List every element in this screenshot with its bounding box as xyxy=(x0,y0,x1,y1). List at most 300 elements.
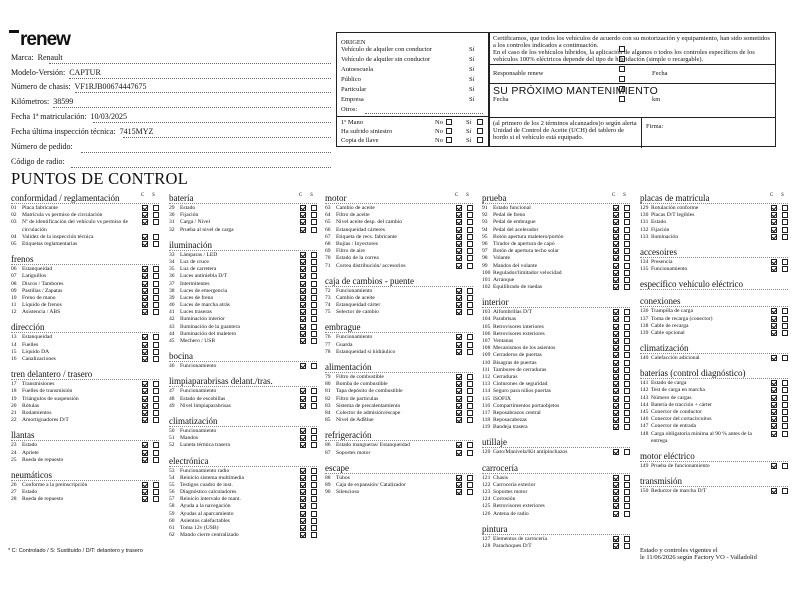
sustituido-checkbox[interactable] xyxy=(782,402,788,408)
sustituido-checkbox[interactable] xyxy=(311,518,317,524)
sustituido-checkbox[interactable] xyxy=(311,511,317,517)
no-checkbox[interactable] xyxy=(446,137,452,143)
sustituido-checkbox[interactable] xyxy=(624,417,630,423)
controlado-checkbox[interactable] xyxy=(300,403,306,409)
controlado-checkbox[interactable] xyxy=(456,450,462,456)
sustituido-checkbox[interactable] xyxy=(624,410,630,416)
sustituido-checkbox[interactable] xyxy=(311,205,317,211)
controlado-checkbox[interactable] xyxy=(613,424,619,430)
sustituido-checkbox[interactable] xyxy=(467,403,473,409)
controlado-checkbox[interactable] xyxy=(300,324,306,330)
controlado-checkbox[interactable] xyxy=(613,482,619,488)
sustituido-checkbox[interactable] xyxy=(624,374,630,380)
sustituido-checkbox[interactable] xyxy=(311,324,317,330)
controlado-checkbox[interactable] xyxy=(613,331,619,337)
controlado-checkbox[interactable] xyxy=(142,273,148,279)
controlado-checkbox[interactable] xyxy=(613,536,619,542)
controlado-checkbox[interactable] xyxy=(613,316,619,322)
controlado-checkbox[interactable] xyxy=(771,205,777,211)
controlado-checkbox[interactable] xyxy=(613,277,619,283)
controlado-checkbox[interactable] xyxy=(613,381,619,387)
controlado-checkbox[interactable] xyxy=(300,396,306,402)
controlado-checkbox[interactable] xyxy=(300,518,306,524)
controlado-checkbox[interactable] xyxy=(771,431,777,437)
sustituido-checkbox[interactable] xyxy=(153,356,159,362)
controlado-checkbox[interactable] xyxy=(613,396,619,402)
controlado-checkbox[interactable] xyxy=(771,316,777,322)
sustituido-checkbox[interactable] xyxy=(782,259,788,265)
sustituido-checkbox[interactable] xyxy=(624,396,630,402)
sustituido-checkbox[interactable] xyxy=(467,219,473,225)
si-checkbox[interactable] xyxy=(477,137,483,143)
sustituido-checkbox[interactable] xyxy=(624,352,630,358)
sustituido-checkbox[interactable] xyxy=(467,248,473,254)
sustituido-checkbox[interactable] xyxy=(782,316,788,322)
controlado-checkbox[interactable] xyxy=(613,263,619,269)
controlado-checkbox[interactable] xyxy=(142,417,148,423)
sustituido-checkbox[interactable] xyxy=(467,410,473,416)
controlado-checkbox[interactable] xyxy=(456,248,462,254)
controlado-checkbox[interactable] xyxy=(142,381,148,387)
controlado-checkbox[interactable] xyxy=(456,234,462,240)
sustituido-checkbox[interactable] xyxy=(153,417,159,423)
controlado-checkbox[interactable] xyxy=(142,410,148,416)
controlado-checkbox[interactable] xyxy=(300,482,306,488)
controlado-checkbox[interactable] xyxy=(771,395,777,401)
controlado-checkbox[interactable] xyxy=(613,241,619,247)
controlado-checkbox[interactable] xyxy=(142,496,148,502)
controlado-checkbox[interactable] xyxy=(300,273,306,279)
controlado-checkbox[interactable] xyxy=(613,345,619,351)
controlado-checkbox[interactable] xyxy=(456,334,462,340)
sustituido-checkbox[interactable] xyxy=(311,212,317,218)
controlado-checkbox[interactable] xyxy=(142,266,148,272)
sustituido-checkbox[interactable] xyxy=(782,330,788,336)
sustituido-checkbox[interactable] xyxy=(153,281,159,287)
sustituido-checkbox[interactable] xyxy=(311,281,317,287)
no-checkbox[interactable] xyxy=(446,128,452,134)
controlado-checkbox[interactable] xyxy=(771,330,777,336)
controlado-checkbox[interactable] xyxy=(456,227,462,233)
controlado-checkbox[interactable] xyxy=(142,241,148,247)
controlado-checkbox[interactable] xyxy=(771,323,777,329)
controlado-checkbox[interactable] xyxy=(613,212,619,218)
sustituido-checkbox[interactable] xyxy=(153,219,159,225)
sustituido-checkbox[interactable] xyxy=(782,308,788,314)
sustituido-checkbox[interactable] xyxy=(311,489,317,495)
sustituido-checkbox[interactable] xyxy=(467,417,473,423)
sustituido-checkbox[interactable] xyxy=(624,263,630,269)
controlado-checkbox[interactable] xyxy=(456,396,462,402)
controlado-checkbox[interactable] xyxy=(300,338,306,344)
controlado-checkbox[interactable] xyxy=(613,284,619,290)
controlado-checkbox[interactable] xyxy=(771,409,777,415)
controlado-checkbox[interactable] xyxy=(771,387,777,393)
controlado-checkbox[interactable] xyxy=(456,388,462,394)
sustituido-checkbox[interactable] xyxy=(153,450,159,456)
controlado-checkbox[interactable] xyxy=(613,511,619,517)
sustituido-checkbox[interactable] xyxy=(467,212,473,218)
controlado-checkbox[interactable] xyxy=(300,288,306,294)
sustituido-checkbox[interactable] xyxy=(624,324,630,330)
sustituido-checkbox[interactable] xyxy=(624,482,630,488)
controlado-checkbox[interactable] xyxy=(142,212,148,218)
controlado-checkbox[interactable] xyxy=(613,309,619,315)
sustituido-checkbox[interactable] xyxy=(153,482,159,488)
sustituido-checkbox[interactable] xyxy=(624,338,630,344)
sustituido-checkbox[interactable] xyxy=(311,442,317,448)
controlado-checkbox[interactable] xyxy=(771,488,777,494)
controlado-checkbox[interactable] xyxy=(771,402,777,408)
controlado-checkbox[interactable] xyxy=(456,219,462,225)
controlado-checkbox[interactable] xyxy=(613,489,619,495)
sustituido-checkbox[interactable] xyxy=(782,227,788,233)
controlado-checkbox[interactable] xyxy=(613,496,619,502)
sustituido-checkbox[interactable] xyxy=(153,241,159,247)
sustituido-checkbox[interactable] xyxy=(153,205,159,211)
sustituido-checkbox[interactable] xyxy=(467,396,473,402)
sustituido-checkbox[interactable] xyxy=(624,316,630,322)
sustituido-checkbox[interactable] xyxy=(782,387,788,393)
sustituido-checkbox[interactable] xyxy=(467,241,473,247)
controlado-checkbox[interactable] xyxy=(771,463,777,469)
controlado-checkbox[interactable] xyxy=(613,234,619,240)
controlado-checkbox[interactable] xyxy=(456,295,462,301)
controlado-checkbox[interactable] xyxy=(300,363,306,369)
sustituido-checkbox[interactable] xyxy=(311,496,317,502)
sustituido-checkbox[interactable] xyxy=(624,543,630,549)
sustituido-checkbox[interactable] xyxy=(782,423,788,429)
si-checkbox[interactable] xyxy=(477,128,483,134)
controlado-checkbox[interactable] xyxy=(613,338,619,344)
controlado-checkbox[interactable] xyxy=(142,219,148,225)
sustituido-checkbox[interactable] xyxy=(311,302,317,308)
controlado-checkbox[interactable] xyxy=(456,417,462,423)
controlado-checkbox[interactable] xyxy=(771,227,777,233)
sustituido-checkbox[interactable] xyxy=(467,263,473,269)
sustituido-checkbox[interactable] xyxy=(153,457,159,463)
sustituido-checkbox[interactable] xyxy=(467,302,473,308)
controlado-checkbox[interactable] xyxy=(300,511,306,517)
controlado-checkbox[interactable] xyxy=(456,205,462,211)
controlado-checkbox[interactable] xyxy=(456,349,462,355)
controlado-checkbox[interactable] xyxy=(300,468,306,474)
controlado-checkbox[interactable] xyxy=(300,205,306,211)
controlado-checkbox[interactable] xyxy=(142,302,148,308)
controlado-checkbox[interactable] xyxy=(456,374,462,380)
sustituido-checkbox[interactable] xyxy=(467,227,473,233)
sustituido-checkbox[interactable] xyxy=(153,442,159,448)
controlado-checkbox[interactable] xyxy=(613,367,619,373)
controlado-checkbox[interactable] xyxy=(142,442,148,448)
controlado-checkbox[interactable] xyxy=(613,410,619,416)
controlado-checkbox[interactable] xyxy=(456,288,462,294)
sustituido-checkbox[interactable] xyxy=(782,323,788,329)
sustituido-checkbox[interactable] xyxy=(311,259,317,265)
controlado-checkbox[interactable] xyxy=(456,475,462,481)
sustituido-checkbox[interactable] xyxy=(782,463,788,469)
controlado-checkbox[interactable] xyxy=(613,449,619,455)
controlado-checkbox[interactable] xyxy=(300,227,306,233)
controlado-checkbox[interactable] xyxy=(613,417,619,423)
controlado-checkbox[interactable] xyxy=(771,308,777,314)
controlado-checkbox[interactable] xyxy=(456,309,462,315)
sustituido-checkbox[interactable] xyxy=(624,284,630,290)
controlado-checkbox[interactable] xyxy=(456,410,462,416)
sustituido-checkbox[interactable] xyxy=(624,511,630,517)
sustituido-checkbox[interactable] xyxy=(467,381,473,387)
sustituido-checkbox[interactable] xyxy=(311,288,317,294)
sustituido-checkbox[interactable] xyxy=(624,212,630,218)
controlado-checkbox[interactable] xyxy=(142,356,148,362)
sustituido-checkbox[interactable] xyxy=(311,316,317,322)
controlado-checkbox[interactable] xyxy=(300,475,306,481)
sustituido-checkbox[interactable] xyxy=(311,266,317,272)
sustituido-checkbox[interactable] xyxy=(467,374,473,380)
no-checkbox[interactable] xyxy=(446,119,452,125)
controlado-checkbox[interactable] xyxy=(300,442,306,448)
sustituido-checkbox[interactable] xyxy=(311,396,317,402)
controlado-checkbox[interactable] xyxy=(142,288,148,294)
sustituido-checkbox[interactable] xyxy=(782,266,788,272)
controlado-checkbox[interactable] xyxy=(300,532,306,538)
sustituido-checkbox[interactable] xyxy=(311,309,317,315)
controlado-checkbox[interactable] xyxy=(142,295,148,301)
controlado-checkbox[interactable] xyxy=(300,496,306,502)
sustituido-checkbox[interactable] xyxy=(467,442,473,448)
sustituido-checkbox[interactable] xyxy=(311,363,317,369)
sustituido-checkbox[interactable] xyxy=(153,212,159,218)
controlado-checkbox[interactable] xyxy=(613,227,619,233)
controlado-checkbox[interactable] xyxy=(142,482,148,488)
controlado-checkbox[interactable] xyxy=(613,374,619,380)
sustituido-checkbox[interactable] xyxy=(624,205,630,211)
sustituido-checkbox[interactable] xyxy=(782,205,788,211)
sustituido-checkbox[interactable] xyxy=(624,360,630,366)
sustituido-checkbox[interactable] xyxy=(782,212,788,218)
sustituido-checkbox[interactable] xyxy=(624,255,630,261)
controlado-checkbox[interactable] xyxy=(142,388,148,394)
sustituido-checkbox[interactable] xyxy=(311,482,317,488)
sustituido-checkbox[interactable] xyxy=(311,503,317,509)
sustituido-checkbox[interactable] xyxy=(624,277,630,283)
sustituido-checkbox[interactable] xyxy=(782,395,788,401)
sustituido-checkbox[interactable] xyxy=(153,403,159,409)
sustituido-checkbox[interactable] xyxy=(153,388,159,394)
sustituido-checkbox[interactable] xyxy=(311,227,317,233)
controlado-checkbox[interactable] xyxy=(456,489,462,495)
controlado-checkbox[interactable] xyxy=(142,334,148,340)
sustituido-checkbox[interactable] xyxy=(311,475,317,481)
sustituido-checkbox[interactable] xyxy=(311,252,317,258)
sustituido-checkbox[interactable] xyxy=(467,234,473,240)
sustituido-checkbox[interactable] xyxy=(624,345,630,351)
sustituido-checkbox[interactable] xyxy=(153,288,159,294)
controlado-checkbox[interactable] xyxy=(300,266,306,272)
controlado-checkbox[interactable] xyxy=(142,309,148,315)
sustituido-checkbox[interactable] xyxy=(311,403,317,409)
controlado-checkbox[interactable] xyxy=(456,442,462,448)
sustituido-checkbox[interactable] xyxy=(153,234,159,240)
sustituido-checkbox[interactable] xyxy=(153,273,159,279)
sustituido-checkbox[interactable] xyxy=(153,266,159,272)
controlado-checkbox[interactable] xyxy=(142,396,148,402)
sustituido-checkbox[interactable] xyxy=(467,388,473,394)
sustituido-checkbox[interactable] xyxy=(311,219,317,225)
sustituido-checkbox[interactable] xyxy=(624,496,630,502)
controlado-checkbox[interactable] xyxy=(300,302,306,308)
controlado-checkbox[interactable] xyxy=(613,352,619,358)
sustituido-checkbox[interactable] xyxy=(467,342,473,348)
sustituido-checkbox[interactable] xyxy=(782,355,788,361)
sustituido-checkbox[interactable] xyxy=(311,388,317,394)
controlado-checkbox[interactable] xyxy=(613,475,619,481)
controlado-checkbox[interactable] xyxy=(142,342,148,348)
sustituido-checkbox[interactable] xyxy=(624,309,630,315)
sustituido-checkbox[interactable] xyxy=(311,273,317,279)
controlado-checkbox[interactable] xyxy=(142,457,148,463)
sustituido-checkbox[interactable] xyxy=(311,468,317,474)
controlado-checkbox[interactable] xyxy=(456,241,462,247)
controlado-checkbox[interactable] xyxy=(613,255,619,261)
sustituido-checkbox[interactable] xyxy=(311,532,317,538)
sustituido-checkbox[interactable] xyxy=(782,234,788,240)
sustituido-checkbox[interactable] xyxy=(467,205,473,211)
sustituido-checkbox[interactable] xyxy=(153,302,159,308)
controlado-checkbox[interactable] xyxy=(300,259,306,265)
sustituido-checkbox[interactable] xyxy=(624,248,630,254)
controlado-checkbox[interactable] xyxy=(771,416,777,422)
controlado-checkbox[interactable] xyxy=(142,450,148,456)
controlado-checkbox[interactable] xyxy=(771,423,777,429)
controlado-checkbox[interactable] xyxy=(613,543,619,549)
sustituido-checkbox[interactable] xyxy=(782,380,788,386)
si-checkbox[interactable] xyxy=(477,119,483,125)
controlado-checkbox[interactable] xyxy=(771,219,777,225)
sustituido-checkbox[interactable] xyxy=(624,475,630,481)
sustituido-checkbox[interactable] xyxy=(467,475,473,481)
sustituido-checkbox[interactable] xyxy=(153,396,159,402)
sustituido-checkbox[interactable] xyxy=(153,496,159,502)
sustituido-checkbox[interactable] xyxy=(153,342,159,348)
controlado-checkbox[interactable] xyxy=(142,281,148,287)
sustituido-checkbox[interactable] xyxy=(624,227,630,233)
sustituido-checkbox[interactable] xyxy=(467,334,473,340)
sustituido-checkbox[interactable] xyxy=(782,409,788,415)
controlado-checkbox[interactable] xyxy=(771,266,777,272)
sustituido-checkbox[interactable] xyxy=(624,270,630,276)
sustituido-checkbox[interactable] xyxy=(467,295,473,301)
controlado-checkbox[interactable] xyxy=(613,219,619,225)
controlado-checkbox[interactable] xyxy=(456,482,462,488)
sustituido-checkbox[interactable] xyxy=(782,431,788,437)
sustituido-checkbox[interactable] xyxy=(153,381,159,387)
sustituido-checkbox[interactable] xyxy=(624,388,630,394)
controlado-checkbox[interactable] xyxy=(300,281,306,287)
sustituido-checkbox[interactable] xyxy=(467,309,473,315)
controlado-checkbox[interactable] xyxy=(300,428,306,434)
controlado-checkbox[interactable] xyxy=(771,355,777,361)
controlado-checkbox[interactable] xyxy=(456,381,462,387)
controlado-checkbox[interactable] xyxy=(771,380,777,386)
sustituido-checkbox[interactable] xyxy=(153,410,159,416)
sustituido-checkbox[interactable] xyxy=(467,255,473,261)
sustituido-checkbox[interactable] xyxy=(624,219,630,225)
controlado-checkbox[interactable] xyxy=(613,503,619,509)
controlado-checkbox[interactable] xyxy=(142,205,148,211)
sustituido-checkbox[interactable] xyxy=(467,349,473,355)
sustituido-checkbox[interactable] xyxy=(311,295,317,301)
controlado-checkbox[interactable] xyxy=(142,489,148,495)
sustituido-checkbox[interactable] xyxy=(624,381,630,387)
controlado-checkbox[interactable] xyxy=(771,259,777,265)
sustituido-checkbox[interactable] xyxy=(153,349,159,355)
sustituido-checkbox[interactable] xyxy=(782,416,788,422)
controlado-checkbox[interactable] xyxy=(300,219,306,225)
sustituido-checkbox[interactable] xyxy=(311,525,317,531)
controlado-checkbox[interactable] xyxy=(613,360,619,366)
sustituido-checkbox[interactable] xyxy=(467,489,473,495)
controlado-checkbox[interactable] xyxy=(613,388,619,394)
controlado-checkbox[interactable] xyxy=(300,309,306,315)
sustituido-checkbox[interactable] xyxy=(624,424,630,430)
controlado-checkbox[interactable] xyxy=(456,302,462,308)
controlado-checkbox[interactable] xyxy=(771,212,777,218)
controlado-checkbox[interactable] xyxy=(456,263,462,269)
sustituido-checkbox[interactable] xyxy=(624,241,630,247)
sustituido-checkbox[interactable] xyxy=(624,331,630,337)
controlado-checkbox[interactable] xyxy=(456,342,462,348)
controlado-checkbox[interactable] xyxy=(300,435,306,441)
sustituido-checkbox[interactable] xyxy=(467,482,473,488)
controlado-checkbox[interactable] xyxy=(300,295,306,301)
controlado-checkbox[interactable] xyxy=(613,324,619,330)
sustituido-checkbox[interactable] xyxy=(624,367,630,373)
controlado-checkbox[interactable] xyxy=(300,212,306,218)
controlado-checkbox[interactable] xyxy=(613,403,619,409)
controlado-checkbox[interactable] xyxy=(613,205,619,211)
sustituido-checkbox[interactable] xyxy=(153,295,159,301)
controlado-checkbox[interactable] xyxy=(613,270,619,276)
controlado-checkbox[interactable] xyxy=(142,403,148,409)
sustituido-checkbox[interactable] xyxy=(624,234,630,240)
sustituido-checkbox[interactable] xyxy=(153,334,159,340)
controlado-checkbox[interactable] xyxy=(142,234,148,240)
sustituido-checkbox[interactable] xyxy=(467,288,473,294)
sustituido-checkbox[interactable] xyxy=(624,403,630,409)
sustituido-checkbox[interactable] xyxy=(624,536,630,542)
controlado-checkbox[interactable] xyxy=(771,234,777,240)
controlado-checkbox[interactable] xyxy=(142,349,148,355)
controlado-checkbox[interactable] xyxy=(300,388,306,394)
sustituido-checkbox[interactable] xyxy=(153,309,159,315)
sustituido-checkbox[interactable] xyxy=(782,488,788,494)
controlado-checkbox[interactable] xyxy=(300,525,306,531)
controlado-checkbox[interactable] xyxy=(456,212,462,218)
sustituido-checkbox[interactable] xyxy=(311,338,317,344)
controlado-checkbox[interactable] xyxy=(300,252,306,258)
sustituido-checkbox[interactable] xyxy=(624,489,630,495)
sustituido-checkbox[interactable] xyxy=(311,331,317,337)
controlado-checkbox[interactable] xyxy=(300,331,306,337)
controlado-checkbox[interactable] xyxy=(300,316,306,322)
controlado-checkbox[interactable] xyxy=(300,503,306,509)
sustituido-checkbox[interactable] xyxy=(624,503,630,509)
sustituido-checkbox[interactable] xyxy=(153,489,159,495)
sustituido-checkbox[interactable] xyxy=(467,450,473,456)
sustituido-checkbox[interactable] xyxy=(311,435,317,441)
controlado-checkbox[interactable] xyxy=(300,489,306,495)
